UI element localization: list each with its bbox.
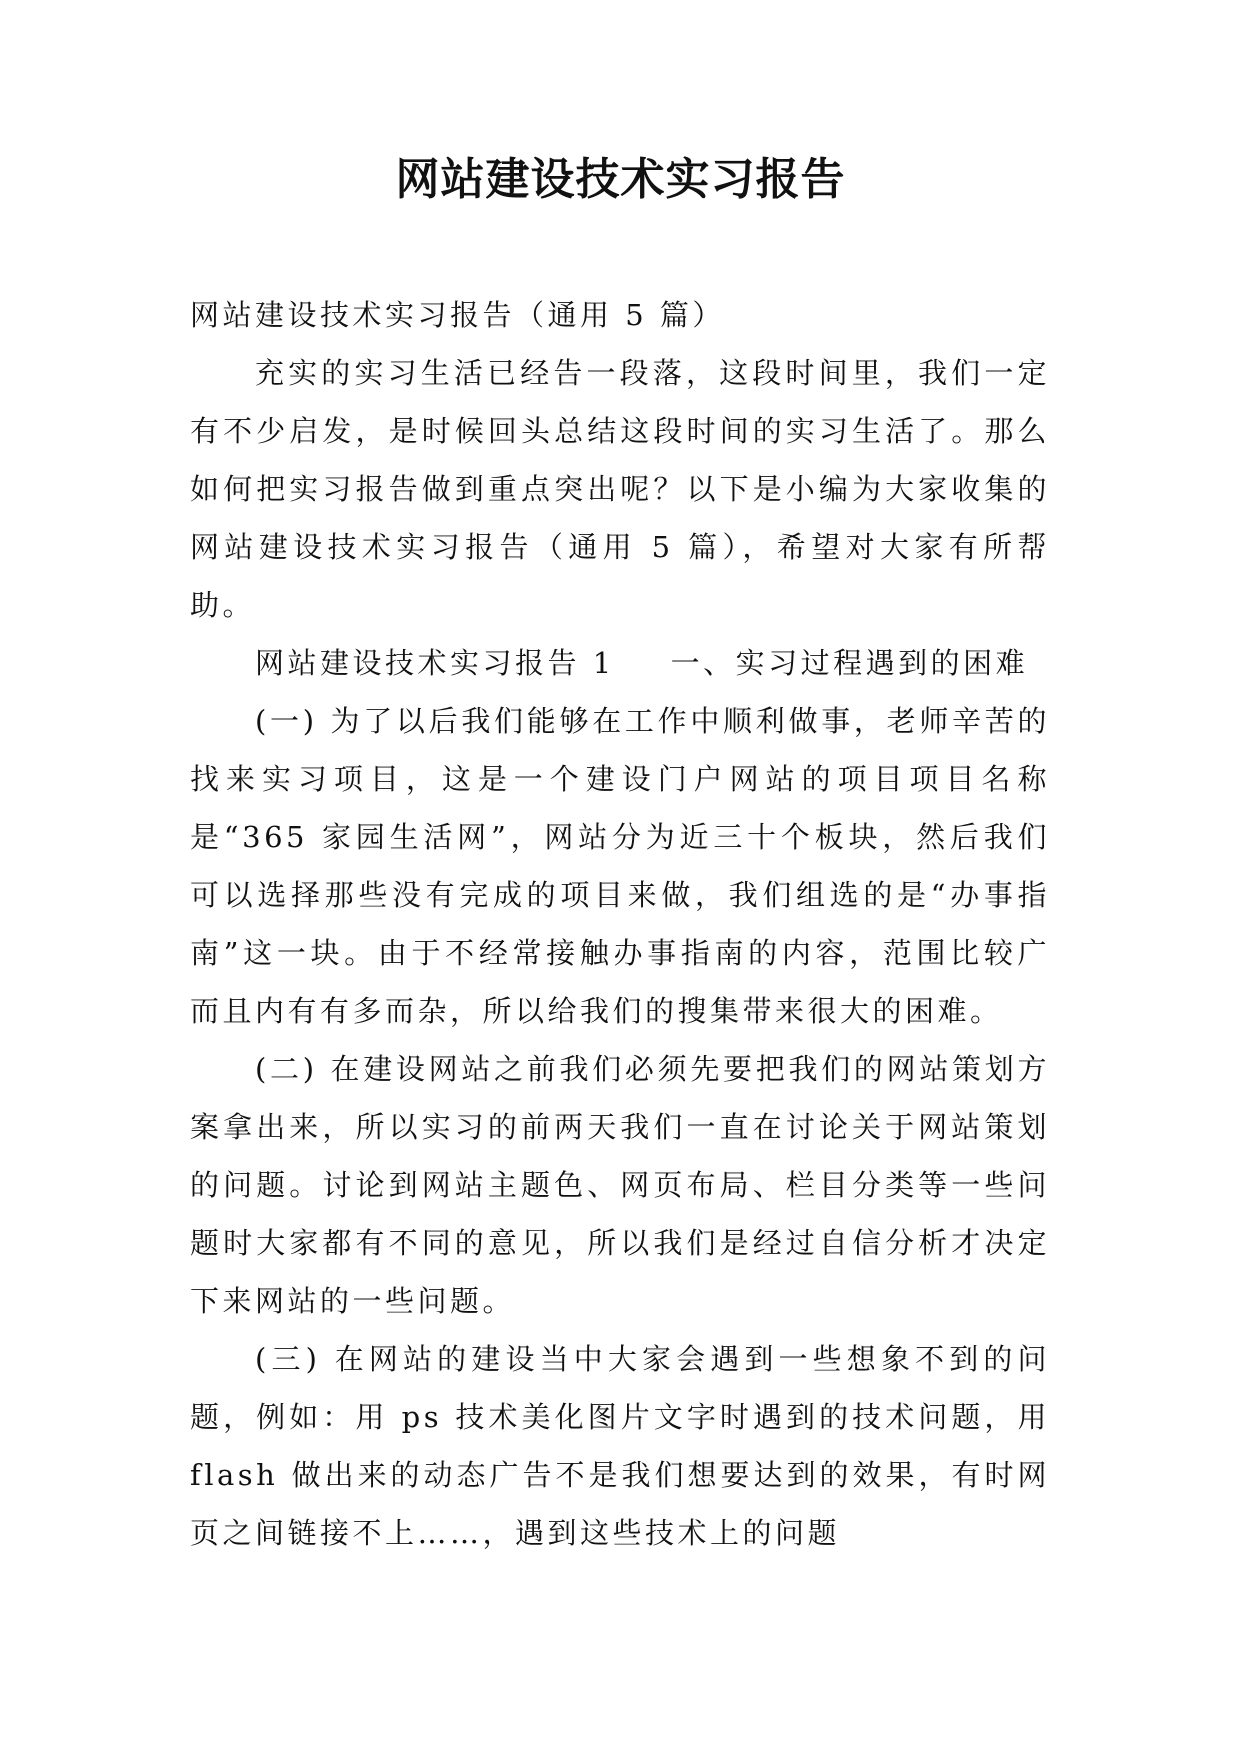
document-title: 网站建设技术实习报告 xyxy=(395,154,846,205)
report-heading-line xyxy=(190,634,1050,692)
paragraph-3: (三) 在网站的建设当中大家会遇到一些想象不到的问题，例如：用 ps 技术美化图片文字时遇到的技术问题，用 flash 做出来的动态广告不是我们想要达到的效果，有时网页之间链接不上……，遇到这些技术上的问题 xyxy=(190,1342,1050,1550)
intro-paragraph: 充实的实习生活已经告一段落，这段时间里，我们一定有不少启发，是时候回头总结这段时间的实习生活了。那么如何把实习报告做到重点突出呢？以下是小编为大家收集的网站建设技术实习报告（通用 5 篇），希望对大家有所帮助。 xyxy=(190,356,1050,622)
report-heading: 网站建设技术实习报告 1 xyxy=(255,646,615,680)
document-subtitle: 网站建设技术实习报告（通用 5 篇） xyxy=(190,298,725,332)
section-heading: 一、实习过程遇到的困难 xyxy=(670,646,1029,680)
paragraph-2: (二) 在建设网站之前我们必须先要把我们的网站策划方案拿出来，所以实习的前两天我们一直在讨论关于网站策划的问题。讨论到网站主题色、网页布局、栏目分类等一些问题时大家都有不同的意见，所以我们是经过自信分析才决定下来网站的一些问题。 xyxy=(190,1052,1050,1318)
paragraph-1: (一) 为了以后我们能够在工作中顺利做事，老师辛苦的找来实习项目，这是一个建设门户网站的项目项目名称是“365 家园生活网”，网站分为近三十个板块，然后我们可以选择那些没有完成的项目来做，我们组选的是“办事指南”这一块。由于不经常接触办事指南的内容，范围比较广而且内有有多而杂，所以给我们的搜集带来很大的困难。 xyxy=(190,704,1050,1028)
document-body xyxy=(190,286,1050,1562)
